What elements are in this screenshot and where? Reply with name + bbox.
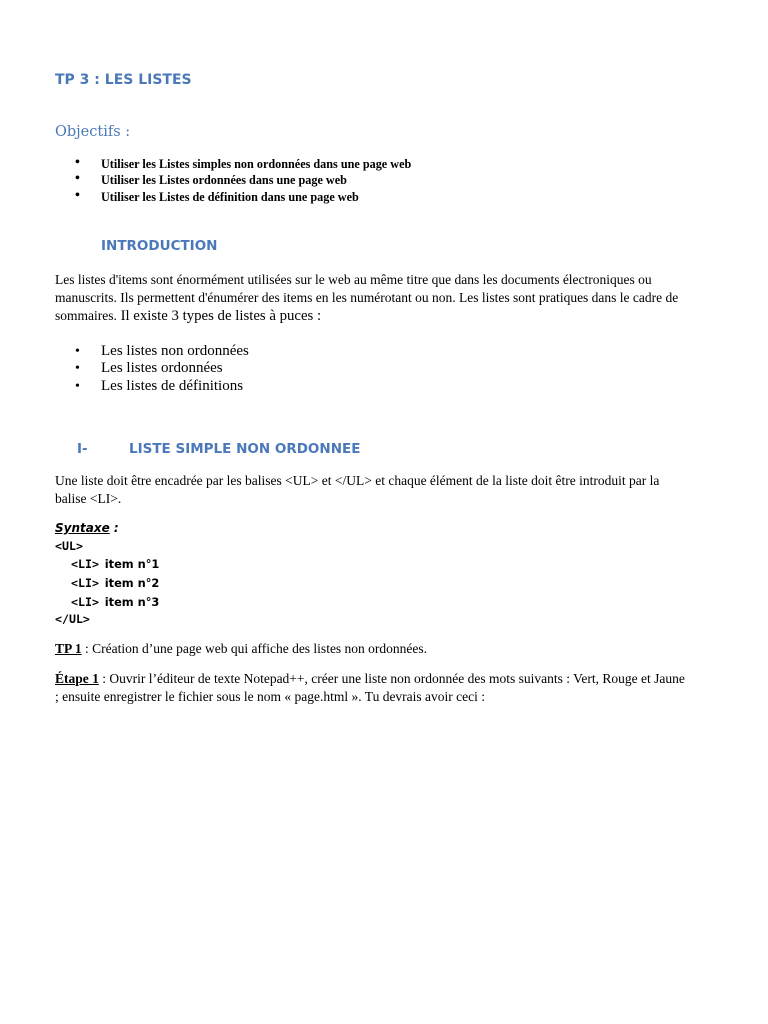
code-line-item	[71, 595, 159, 609]
code-item-text: item n°3	[104, 595, 160, 609]
tp1-label: TP 1	[55, 641, 82, 656]
code-close-tag: </UL>	[55, 612, 90, 626]
code-item-text: item n°1	[104, 557, 160, 571]
objectifs-heading: Objectifs :	[55, 124, 131, 140]
section-heading: LISTE SIMPLE NON ORDONNEE	[129, 441, 361, 457]
objectif-item: • Utiliser les Listes ordonnées dans une page web	[55, 172, 411, 188]
introduction-heading: INTRODUCTION	[101, 238, 218, 254]
code-line-item	[71, 557, 159, 571]
code-line-open	[55, 539, 83, 553]
etape1-label: Étape 1	[55, 671, 99, 686]
code-open-tag: <UL>	[55, 539, 83, 553]
list-types	[55, 343, 249, 395]
objectif-item: • Utiliser les Listes de définition dans une page web	[55, 189, 411, 205]
section-number: I-	[77, 441, 88, 457]
list-type-item: • Les listes non ordonnées	[55, 343, 249, 360]
objectif-item: • Utiliser les Listes simples non ordonnées dans une page web	[55, 156, 411, 172]
introduction-paragraph	[55, 271, 685, 325]
code-line-item	[71, 576, 159, 590]
list-type-item: • Les listes de définitions	[55, 378, 249, 395]
etape1-paragraph	[55, 670, 685, 706]
introduction-paragraph-tail: Il existe 3 types de listes à puces :	[116, 308, 322, 324]
syntax-label-text: Syntaxe	[55, 521, 110, 535]
section-paragraph: Une liste doit être encadrée par les balises <UL> et </UL> et chaque élément de la liste doit être introduit par la balise <LI>.	[55, 473, 660, 506]
introduction-paragraph-main: Les listes d'items sont énormément utilisées sur le web au même titre que dans les documents électroniques ou manuscrits. Ils permettent d'énumérer des items en les numérotant ou non. Les listes sont pratiques dans le cadre de sommaires.	[55, 272, 679, 323]
code-line-close	[55, 612, 90, 626]
syntax-label	[55, 521, 119, 535]
code-li-tag: <LI>	[71, 576, 99, 590]
syntax-label-colon: :	[109, 521, 119, 535]
tp1-paragraph	[55, 640, 685, 658]
list-type-item: • Les listes ordonnées	[55, 360, 249, 377]
code-li-tag: <LI>	[71, 557, 99, 571]
etape1-text: : Ouvrir l’éditeur de texte Notepad++, créer une liste non ordonnée des mots suivants : Vert, Rouge et Jaune ; ensuite enregistrer le fichier sous le nom « page.html ». Tu devrais avoir ceci :	[55, 671, 685, 704]
code-li-tag: <LI>	[71, 595, 99, 609]
objectifs-list	[55, 156, 411, 205]
tp1-text: : Création d’une page web qui affiche des listes non ordonnées.	[81, 641, 428, 656]
document-title: TP 3 : LES LISTES	[55, 72, 192, 88]
code-item-text: item n°2	[104, 576, 160, 590]
